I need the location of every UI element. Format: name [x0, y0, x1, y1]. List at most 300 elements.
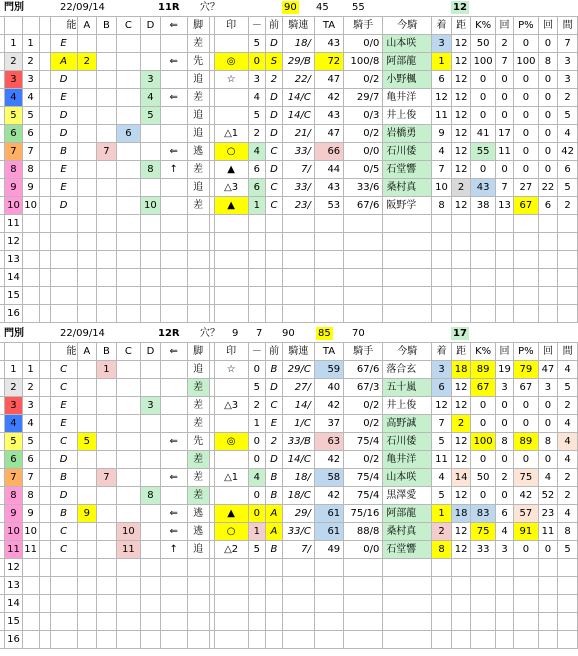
cell-d [141, 469, 161, 487]
cell-c [116, 161, 140, 179]
cell-ta: 53 [314, 197, 343, 215]
cell-num: 10 [22, 523, 39, 541]
empty-cell [344, 305, 383, 323]
cell-k1: 2 [495, 469, 513, 487]
cell-d [141, 125, 161, 143]
column-header: 今騎 [383, 343, 432, 361]
header-value: 45 [316, 2, 329, 13]
cell-chaku: 7 [432, 415, 452, 433]
column-header: 前 [265, 343, 282, 361]
cell-shirushi: △3 [214, 179, 248, 197]
empty-cell [50, 305, 77, 323]
cell-kyo: 12 [451, 451, 471, 469]
empty-cell [187, 631, 209, 649]
empty-cell [538, 269, 558, 287]
cell-a [77, 35, 97, 53]
cell-kishu: 0/2 [344, 415, 383, 433]
empty-cell [141, 613, 161, 631]
cell-p1: 0 [538, 397, 558, 415]
empty-cell [314, 305, 343, 323]
cell-kishu: 0/0 [344, 35, 383, 53]
cell-kishu: 33/6 [344, 179, 383, 197]
cell-k1: 6 [495, 505, 513, 523]
cell-shirushi [214, 379, 248, 397]
cell-a [77, 487, 97, 505]
column-header: 回 [538, 17, 558, 35]
cell-arr: ⇐ [160, 433, 187, 451]
cell-arr [160, 179, 187, 197]
cell-a [77, 379, 97, 397]
cell-arr [160, 415, 187, 433]
cell-kp: 0 [471, 71, 495, 89]
column-header: 能 [50, 17, 77, 35]
cell-arr: ⇐ [160, 143, 187, 161]
empty-cell [116, 613, 140, 631]
cell-kan: 5 [558, 107, 578, 125]
cell-shirushi [214, 451, 248, 469]
empty-cell [432, 269, 452, 287]
cell-kyaku: 追 [187, 125, 209, 143]
cell-c [116, 107, 140, 125]
cell-imakishu: 黒澤愛 [383, 487, 432, 505]
table-row [0, 541, 578, 559]
cell-pos: B [265, 487, 282, 505]
cell-shirushi: ☆ [214, 71, 248, 89]
cell-kp: 83 [471, 505, 495, 523]
cell-chaku: 7 [432, 161, 452, 179]
cell-k1: 0 [495, 487, 513, 505]
empty-cell [314, 631, 343, 649]
cell-pos: S [265, 53, 282, 71]
empty-cell [558, 269, 578, 287]
cell-p1: 22 [538, 179, 558, 197]
cell-imakishu: 石川倭 [383, 433, 432, 451]
cell-imakishu: 亀井洋 [383, 89, 432, 107]
empty-cell [214, 215, 248, 233]
cell-d [141, 143, 161, 161]
empty-cell [495, 305, 513, 323]
cell-b [97, 197, 117, 215]
empty-cell [77, 559, 97, 577]
cell-kyo: 12 [451, 379, 471, 397]
column-header: 回 [495, 17, 513, 35]
cell-a [77, 415, 97, 433]
cell-shirushi: ○ [214, 523, 248, 541]
cell-b [97, 53, 117, 71]
cell-b [97, 125, 117, 143]
cell-kyo: 12 [451, 71, 471, 89]
cell-ta: 47 [314, 71, 343, 89]
cell-c [116, 415, 140, 433]
cell-kp: 50 [471, 35, 495, 53]
column-header: P% [514, 17, 538, 35]
empty-cell [248, 631, 265, 649]
header-value: 90 [282, 328, 295, 339]
row-index: 3 [5, 71, 22, 89]
cell-chaku: 12 [432, 89, 452, 107]
cell-b [97, 541, 117, 559]
empty-cell [248, 269, 265, 287]
cell-arr [160, 379, 187, 397]
column-header: － [248, 17, 265, 35]
empty-cell [558, 577, 578, 595]
cell-ta: 59 [314, 361, 343, 379]
empty-cell [22, 595, 39, 613]
cell-c [116, 179, 140, 197]
row-index: 4 [5, 415, 22, 433]
cell-c [116, 505, 140, 523]
empty-cell [514, 577, 538, 595]
sheet-header [0, 0, 578, 15]
column-header: K% [471, 343, 495, 361]
table-row [0, 487, 578, 505]
empty-cell [160, 595, 187, 613]
cell-imakishu: 桑村真 [383, 179, 432, 197]
empty-cell [558, 595, 578, 613]
cell-c [116, 71, 140, 89]
empty-cell [314, 251, 343, 269]
empty-cell [383, 215, 432, 233]
cell-nou: E [50, 89, 77, 107]
empty-cell [265, 577, 282, 595]
empty-cell [22, 251, 39, 269]
cell-nou: D [50, 487, 77, 505]
column-header: 印 [214, 343, 248, 361]
cell-kan: 2 [558, 469, 578, 487]
cell-kyo: 2 [451, 415, 471, 433]
empty-cell [160, 577, 187, 595]
cell-kyaku: 差 [187, 451, 209, 469]
row-index: 5 [5, 107, 22, 125]
empty-cell [432, 251, 452, 269]
empty-cell [383, 631, 432, 649]
cell-w: 0 [248, 53, 265, 71]
empty-cell [471, 613, 495, 631]
cell-w: 4 [248, 469, 265, 487]
empty-cell [265, 559, 282, 577]
cell-num: 9 [22, 505, 39, 523]
cell-b [97, 71, 117, 89]
cell-k1: 8 [495, 433, 513, 451]
empty-cell [514, 233, 538, 251]
cell-ta: 42 [314, 487, 343, 505]
cell-kyaku: 差 [187, 161, 209, 179]
column-header: C [116, 343, 140, 361]
cell-num: 6 [22, 451, 39, 469]
cell-w: 0 [248, 487, 265, 505]
empty-cell [187, 251, 209, 269]
cell-kyo: 12 [451, 487, 471, 505]
table-row [0, 251, 578, 269]
cell-pos: A [265, 523, 282, 541]
row-index: 2 [5, 53, 22, 71]
cell-ta: 43 [314, 179, 343, 197]
cell-d: 3 [141, 397, 161, 415]
empty-cell [265, 287, 282, 305]
cell-pos: C [265, 197, 282, 215]
table-row [0, 287, 578, 305]
cell-arr: ⇐ [160, 89, 187, 107]
cell-d: 8 [141, 487, 161, 505]
cell-kyaku: 先 [187, 433, 209, 451]
cell-kyaku: 逃 [187, 505, 209, 523]
empty-cell [451, 305, 471, 323]
cell-w: 0 [248, 451, 265, 469]
cell-chaku: 2 [432, 523, 452, 541]
table-row [0, 89, 578, 107]
cell-imakishu: 落合玄 [383, 361, 432, 379]
header-ana: 穴？ [200, 2, 220, 13]
empty-cell [248, 287, 265, 305]
empty-cell [471, 287, 495, 305]
empty-cell [514, 269, 538, 287]
header-title: 門別 [4, 2, 24, 13]
empty-cell [22, 233, 39, 251]
cell-nou: D [50, 451, 77, 469]
race-table [0, 342, 578, 649]
empty-cell [538, 559, 558, 577]
cell-kyo: 12 [451, 197, 471, 215]
cell-shirushi: ▲ [214, 505, 248, 523]
cell-num: 7 [22, 143, 39, 161]
cell-shirushi: △1 [214, 125, 248, 143]
cell-arr [160, 125, 187, 143]
cell-shirushi: △2 [214, 541, 248, 559]
cell-kan: 2 [558, 197, 578, 215]
header-value: 9 [232, 328, 239, 339]
cell-chaku: 4 [432, 143, 452, 161]
cell-pp: 0 [514, 397, 538, 415]
cell-a: 9 [77, 505, 97, 523]
cell-kan: 4 [558, 505, 578, 523]
cell-kishu: 67/3 [344, 379, 383, 397]
column-header: 能 [50, 343, 77, 361]
column-header: ⇐ [160, 343, 187, 361]
empty-cell [538, 215, 558, 233]
cell-b [97, 415, 117, 433]
empty-cell [558, 233, 578, 251]
row-index: 6 [5, 125, 22, 143]
empty-cell [432, 287, 452, 305]
column-header: 騎連 [283, 343, 315, 361]
empty-cell [187, 559, 209, 577]
empty-cell [344, 269, 383, 287]
cell-nou: B [50, 143, 77, 161]
cell-kyo: 12 [451, 541, 471, 559]
empty-cell [344, 233, 383, 251]
cell-ta: 42 [314, 89, 343, 107]
cell-kr: 21/ [283, 125, 315, 143]
cell-kan: 2 [558, 89, 578, 107]
column-header: － [248, 343, 265, 361]
empty-cell [77, 595, 97, 613]
cell-chaku: 11 [432, 451, 452, 469]
cell-pos: C [265, 179, 282, 197]
cell-ta: 61 [314, 505, 343, 523]
column-header: B [97, 17, 117, 35]
empty-cell [22, 215, 39, 233]
cell-w: 6 [248, 161, 265, 179]
cell-kan: 5 [558, 379, 578, 397]
cell-imakishu: 阿部龍 [383, 505, 432, 523]
cell-kp: 33 [471, 541, 495, 559]
empty-cell [558, 251, 578, 269]
cell-kp: 100 [471, 53, 495, 71]
cell-kishu: 100/8 [344, 53, 383, 71]
empty-cell [495, 577, 513, 595]
cell-arr: ⇐ [160, 523, 187, 541]
header-kyori: 17 [453, 328, 467, 339]
empty-cell [265, 215, 282, 233]
cell-arr [160, 35, 187, 53]
cell-b [97, 161, 117, 179]
cell-kan: 7 [558, 35, 578, 53]
cell-k1: 17 [495, 125, 513, 143]
column-headers [0, 343, 578, 361]
cell-p1: 0 [538, 89, 558, 107]
empty-cell [558, 559, 578, 577]
empty-cell [97, 559, 117, 577]
empty-cell [265, 613, 282, 631]
empty-cell [141, 215, 161, 233]
cell-kan: 5 [558, 541, 578, 559]
empty-cell [97, 305, 117, 323]
cell-ta: 42 [314, 451, 343, 469]
cell-c [116, 143, 140, 161]
empty-cell [383, 559, 432, 577]
empty-cell [471, 269, 495, 287]
cell-d: 5 [141, 107, 161, 125]
table-row [0, 379, 578, 397]
cell-kr: 14/ [283, 397, 315, 415]
cell-ta: 40 [314, 379, 343, 397]
row-index: 8 [5, 161, 22, 179]
empty-cell [214, 631, 248, 649]
empty-cell [22, 577, 39, 595]
empty-cell [116, 287, 140, 305]
cell-kyaku: 差 [187, 469, 209, 487]
empty-cell [116, 595, 140, 613]
cell-kyo: 12 [451, 89, 471, 107]
cell-nou: C [50, 523, 77, 541]
cell-pp: 57 [514, 505, 538, 523]
empty-cell [187, 269, 209, 287]
cell-a [77, 89, 97, 107]
empty-cell [344, 595, 383, 613]
cell-p1: 23 [538, 505, 558, 523]
cell-imakishu: 桑村真 [383, 523, 432, 541]
cell-b [97, 179, 117, 197]
empty-cell [214, 305, 248, 323]
cell-ta: 44 [314, 161, 343, 179]
empty-cell [451, 577, 471, 595]
table-row [0, 35, 578, 53]
table-row [0, 631, 578, 649]
empty-cell [471, 305, 495, 323]
empty-cell [538, 631, 558, 649]
cell-imakishu: 石堂響 [383, 541, 432, 559]
row-index: 10 [5, 197, 22, 215]
cell-a: 5 [77, 433, 97, 451]
cell-p1: 4 [538, 469, 558, 487]
empty-cell [314, 233, 343, 251]
cell-nou: A [50, 53, 77, 71]
cell-kp: 100 [471, 433, 495, 451]
empty-cell [344, 559, 383, 577]
empty-cell [283, 269, 315, 287]
empty-cell [344, 613, 383, 631]
cell-num: 8 [22, 487, 39, 505]
empty-cell [471, 233, 495, 251]
cell-ta: 72 [314, 53, 343, 71]
cell-ta: 58 [314, 469, 343, 487]
cell-kyaku: 追 [187, 107, 209, 125]
cell-w: 1 [248, 197, 265, 215]
cell-arr: ⇐ [160, 505, 187, 523]
cell-kishu: 0/2 [344, 71, 383, 89]
cell-shirushi: ☆ [214, 361, 248, 379]
cell-arr [160, 197, 187, 215]
cell-kyo: 2 [451, 179, 471, 197]
table-row [0, 53, 578, 71]
cell-kyaku: 差 [187, 397, 209, 415]
empty-cell [22, 305, 39, 323]
empty-cell [97, 577, 117, 595]
table-row [0, 397, 578, 415]
cell-num: 6 [22, 125, 39, 143]
cell-w: 1 [248, 415, 265, 433]
empty-cell [248, 595, 265, 613]
cell-kyo: 12 [451, 161, 471, 179]
cell-kyaku: 差 [187, 35, 209, 53]
cell-k1: 0 [495, 415, 513, 433]
cell-pp: 0 [514, 143, 538, 161]
cell-kr: 1/C [283, 415, 315, 433]
cell-kp: 89 [471, 361, 495, 379]
cell-kp: 75 [471, 523, 495, 541]
cell-nou: C [50, 433, 77, 451]
cell-kr: 33/B [283, 433, 315, 451]
cell-ta: 63 [314, 433, 343, 451]
cell-pp: 0 [514, 107, 538, 125]
row-index: 12 [5, 233, 22, 251]
cell-d [141, 361, 161, 379]
cell-pp: 89 [514, 433, 538, 451]
cell-p1: 0 [538, 107, 558, 125]
cell-k1: 0 [495, 71, 513, 89]
empty-cell [77, 251, 97, 269]
empty-cell [141, 287, 161, 305]
cell-w: 2 [248, 397, 265, 415]
cell-d: 3 [141, 71, 161, 89]
cell-nou: B [50, 469, 77, 487]
empty-cell [538, 613, 558, 631]
cell-a [77, 179, 97, 197]
empty-cell [248, 577, 265, 595]
cell-arr [160, 71, 187, 89]
empty-cell [495, 613, 513, 631]
column-header: 今騎 [383, 17, 432, 35]
cell-chaku: 6 [432, 379, 452, 397]
cell-p1: 0 [538, 415, 558, 433]
cell-kishu: 0/2 [344, 125, 383, 143]
cell-w: 5 [248, 107, 265, 125]
cell-a [77, 541, 97, 559]
table-row [0, 179, 578, 197]
row-index: 9 [5, 505, 22, 523]
cell-kishu: 0/5 [344, 161, 383, 179]
empty-cell [214, 595, 248, 613]
